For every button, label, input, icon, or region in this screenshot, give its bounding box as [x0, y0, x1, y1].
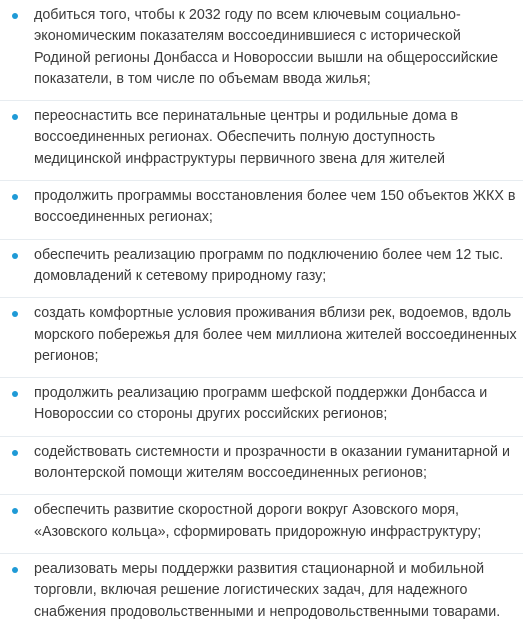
bullet-dot-icon [12, 13, 18, 19]
list-item-text: содействовать системности и прозрачности в оказании гуманитарной и волонтерской помощи жителям воссоединенных регионов; [34, 443, 511, 482]
list-item-text: обеспечить реализацию программ по подключению более чем 12 тыс. домовладений к сетевому природному газу; [34, 246, 504, 284]
list-item-text: продолжить программы восстановления более чем 150 объектов ЖКХ в воссоединенных регионах; [34, 188, 516, 226]
list-item [0, 0, 523, 101]
bullet-dot-icon [12, 450, 18, 456]
list-item [0, 554, 523, 633]
list-item [0, 181, 523, 240]
list-item-text: реализовать меры поддержки развития стационарной и мобильной торговли, включая решение логистических задач, для надежного снабжения продовольственными и непродовольственными товарами. [34, 560, 501, 620]
list-item-text: обеспечить развитие скоростной дороги вокруг Азовского моря, «Азовского кольца», сформировать придорожную инфраструктуру; [34, 502, 482, 540]
list-item-text: добиться того, чтобы к 2032 году по всем ключевым социально-экономическим показателям воссоединившиеся с исторической Родиной регионы Донбасса и Новороссии вышли на общероссийские показатели, в том числе по объемам ввода жилья; [34, 7, 499, 87]
bullet-dot-icon [12, 253, 18, 259]
bullet-dot-icon [12, 114, 18, 120]
list-item [0, 298, 523, 378]
list-item-text: создать комфортные условия проживания вблизи рек, водоемов, вдоль морского побережья для более чем миллиона жителей воссоединенных регионов; [34, 305, 517, 364]
list-item [0, 101, 523, 181]
bullet-dot-icon [12, 567, 18, 573]
bullet-dot-icon [12, 194, 18, 200]
list-item-text: продолжить реализацию программ шефской поддержки Донбасса и Новороссии со стороны других российских регионов; [34, 385, 488, 423]
bullet-dot-icon [12, 508, 18, 514]
bullet-dot-icon [12, 391, 18, 397]
list-item [0, 240, 523, 299]
list-item [0, 495, 523, 554]
list-item [0, 437, 523, 496]
list-item [0, 378, 523, 437]
list-item-text: переоснастить все перинатальные центры и родильные дома в воссоединенных регионах. Обеспечить полную доступность медицинской инфраструктуры первичного звена для жителей [34, 108, 459, 167]
bullet-dot-icon [12, 311, 18, 317]
